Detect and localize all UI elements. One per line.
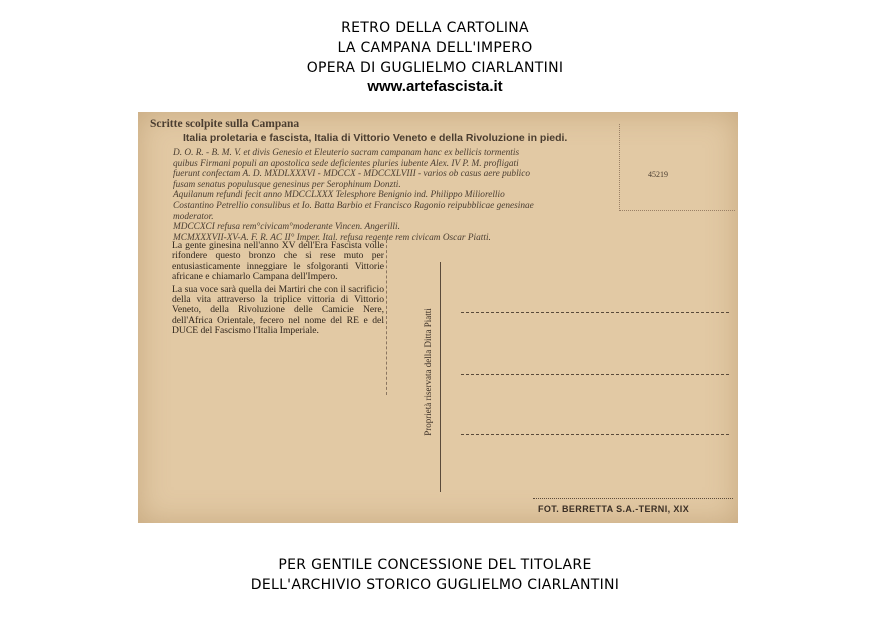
credit-rule (533, 498, 733, 499)
page-footer (0, 555, 870, 595)
photo-credit: FOT. BERRETTA S.A.-TERNI, XIX (538, 504, 690, 514)
text-divider (386, 240, 387, 395)
website-url[interactable]: www.artefascista.it (367, 78, 503, 95)
latin-line: fuerunt confectam A. D. MXDLXXXVI - MDCCX - MDCCXLVIII - varios ob casus aere publico (173, 169, 531, 180)
postcard-back (138, 112, 738, 523)
header-line-1: RETRO DELLA CARTOLINA (341, 20, 529, 36)
latin-line: quibus Firmani populi an apostolica sede deficientes pluries iubente Alex. IV P. M. profligati (173, 158, 519, 169)
postcard-title: Scritte scolpite sulla Campana (150, 118, 300, 130)
latin-line: MDCCXCI refusa rem°civicam°moderante Vincen. Angerilli. (173, 222, 400, 233)
italian-paragraph-2: La sua voce sarà quella dei Martiri che con il sacrificio della vita attraverso la triplice vittoria di Vittorio Veneto, della Rivoluzione delle Camicie Nere, dell'Africa Orientale, fecero nel nome del RE e del DUCE del Fascismo l'Italia Imperiale. (172, 283, 384, 337)
stamp-box (619, 124, 735, 211)
latin-line: moderator. (173, 211, 214, 222)
latin-line: fusam senatus populusque genesinus per Serophinum Donzti. (173, 179, 401, 190)
page-header (0, 18, 870, 95)
footer-line-2: DELL'ARCHIVIO STORICO GUGLIELMO CIARLANTINI (250, 577, 620, 593)
latin-line: MCMXXXVII-XV-A. F. R. AC II° Imper. Ital. refusa regente rem civicam Oscar Piatti. (173, 232, 491, 243)
latin-line: D. O. R. - B. M. V. et divis Genesio et Eleuterio sacram campanam hanc ex bellicis tormentis (173, 148, 520, 158)
latin-line: Aquilanum refundi fecit anno MDCCLXXX Telesphore Benignio ind. Philippo Miliorellio (173, 190, 505, 201)
ownership-note: Proprietà riservata della Ditta Piatti (423, 308, 433, 436)
address-line (461, 374, 729, 375)
address-line (461, 434, 729, 435)
center-divider (440, 262, 441, 492)
footer-line-1: PER GENTILE CONCESSIONE DEL TITOLARE (278, 557, 592, 573)
stamp-number: 45219 (648, 170, 668, 179)
italian-text (172, 241, 384, 337)
address-line (461, 312, 729, 313)
header-line-3: OPERA DI GUGLIELMO CIARLANTINI (306, 60, 564, 76)
postcard-subtitle: Italia proletaria e fascista, Italia di Vittorio Veneto e della Rivoluzione in piedi. (183, 132, 568, 144)
latin-line: Costantino Petrellio consulibus et Io. Batta Barbio et Francisco Ragonio reipubblicae genesinae (173, 200, 534, 211)
italian-paragraph-1: La gente ginesina nell'anno XV dell'Era Fascista volle rifondere questo bronzo che si rese muto per entusiasticamente inneggiare le sfolgoranti Vittorie africane e chiamarlo Campana dell'Impero. (172, 240, 384, 283)
header-line-2: LA CAMPANA DELL'IMPERO (337, 40, 533, 56)
latin-inscription (173, 148, 643, 243)
vertical-text-wrap (418, 272, 438, 472)
